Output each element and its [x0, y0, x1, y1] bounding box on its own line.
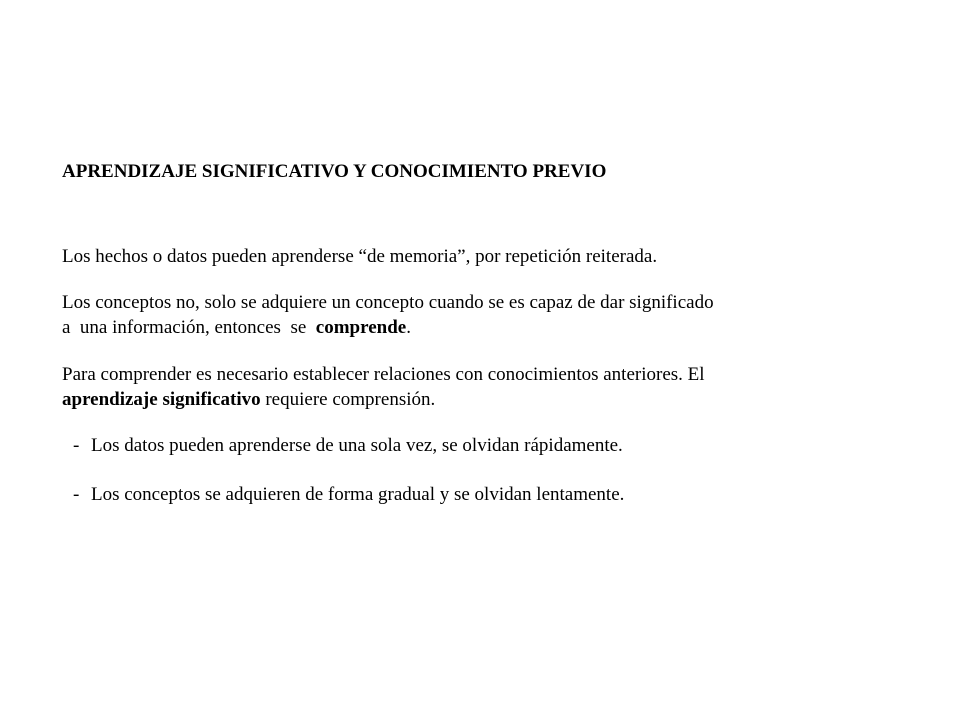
paragraph-concepts-line1: Los conceptos no, solo se adquiere un concepto cuando se es capaz de dar significado	[62, 292, 714, 313]
paragraph-concepts	[62, 290, 922, 340]
paragraph-comprehension-line2-end: requiere comprensión.	[260, 389, 436, 410]
slide-title: APRENDIZAJE SIGNIFICATIVO Y CONOCIMIENTO PREVIO	[62, 161, 607, 182]
bullet-text: Los conceptos se adquieren de forma gradual y se olvidan lentamente.	[91, 484, 625, 505]
paragraph-comprehension-line1: Para comprender es necesario establecer relaciones con conocimientos anteriores. El	[62, 364, 705, 385]
comprende-emphasis: comprende	[315, 317, 407, 338]
list-item	[62, 433, 922, 458]
bullet-text: Los datos pueden aprenderse de una sola vez, se olvidan rápidamente.	[91, 435, 623, 456]
bullet-list	[62, 433, 922, 507]
dash-bullet: -	[73, 435, 80, 456]
dash-bullet: -	[73, 484, 80, 505]
list-item	[62, 482, 922, 507]
slide-content	[62, 158, 922, 507]
aprendizaje-significativo-emphasis: aprendizaje significativo	[62, 389, 261, 410]
paragraph-comprehension	[62, 362, 922, 412]
paragraph-concepts-line2-text: a una información, entonces se	[62, 317, 316, 338]
paragraph-concepts-line2-end: .	[406, 317, 411, 338]
paragraph-facts: Los hechos o datos pueden aprenderse “de memoria”, por repetición reiterada.	[62, 246, 658, 267]
